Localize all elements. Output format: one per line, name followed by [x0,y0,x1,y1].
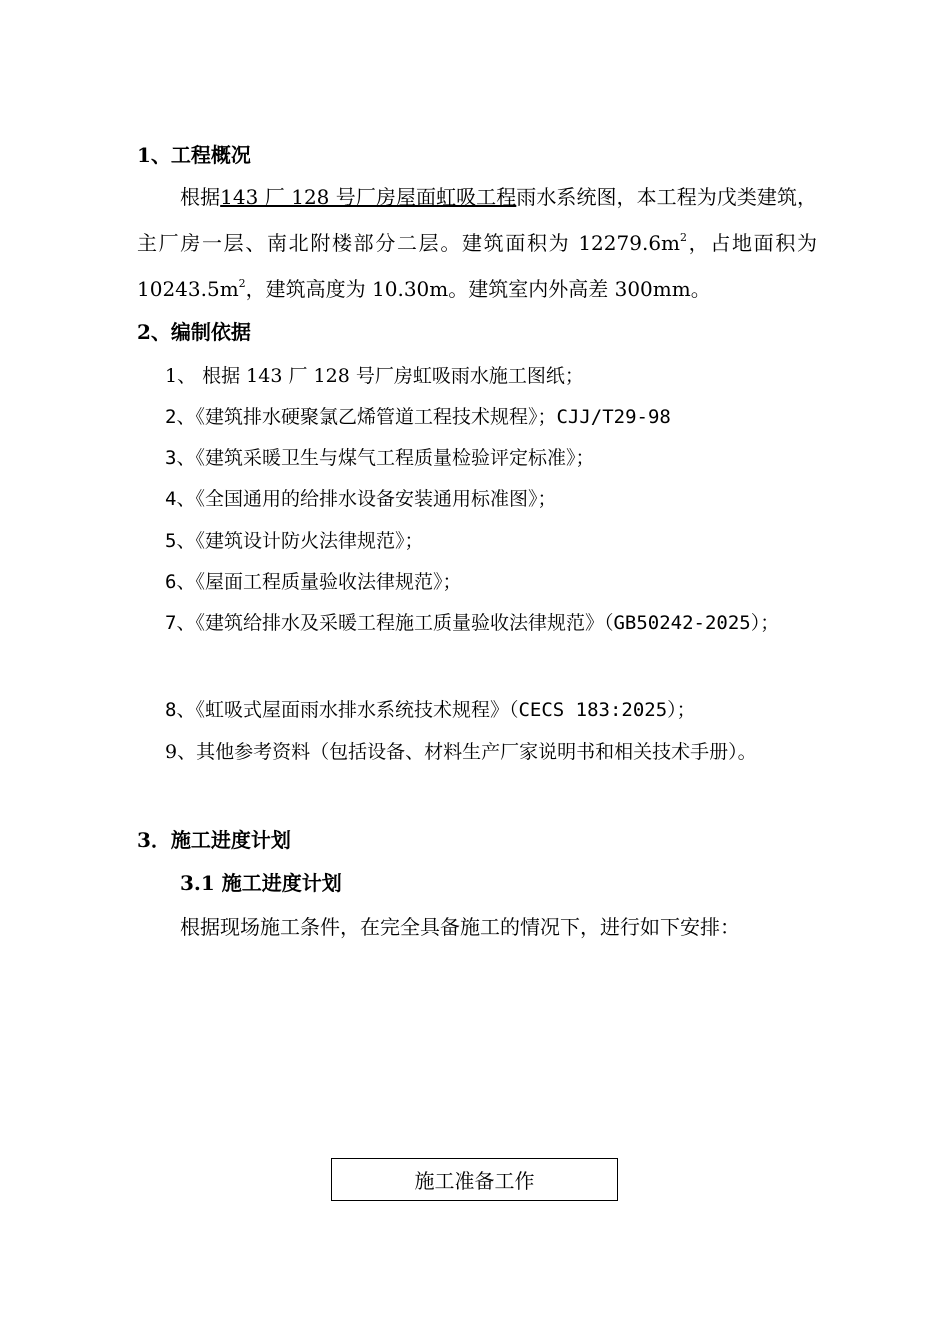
section-3-text: 根据现场施工条件，在完全具备施工的情况下，进行如下安排： [180,915,740,939]
section-1-paragraph [137,174,817,312]
project-name-underlined: 143 厂 128 号厂房屋面虹吸工程 [220,185,517,209]
basis-item-2: 2、《建筑排水硬聚氯乙烯管道工程技术规程》；CJJ/T29-98 [165,406,671,428]
basis-item-1: 1、 根据 143 厂 128 号厂房虹吸雨水施工图纸； [165,365,584,387]
flow-box-label: 施工准备工作 [414,1169,535,1193]
section-3-1-heading: 3.1 施工进度计划 [180,871,342,895]
superscript-1: 2 [680,231,688,244]
paragraph-end: ，建筑高度为 10.30m。建筑室内外高差 300mm。 [245,277,711,301]
superscript-2: 2 [238,277,246,290]
basis-item-8: 8、《虹吸式屋面雨水排水系统技术规程》（CECS 183:2025）； [165,699,696,721]
basis-item-4: 4、《全国通用的给排水设备安装通用标准图》； [165,488,557,510]
flow-box-construction-preparation [331,1158,618,1201]
basis-item-5: 5、《建筑设计防火法律规范》； [165,530,424,552]
paragraph-prefix: 根据 [180,185,221,209]
paragraph-mid: 雨水系统图，本工程为戊类建筑，主厂房一层、南北附楼部分二层。建筑面积为 12279.6m [137,185,818,255]
section-3-heading: 3．施工进度计划 [137,828,291,852]
section-1-heading: 1、工程概况 [137,143,251,167]
basis-item-7: 7、《建筑给排水及采暖工程施工质量验收法律规范》（GB50242-2025）； [165,612,780,634]
basis-item-3: 3、《建筑采暖卫生与煤气工程质量检验评定标准》； [165,447,595,469]
basis-item-9: 9、其他参考资料（包括设备、材料生产厂家说明书和相关技术手册）。 [165,741,757,763]
section-2-heading: 2、编制依据 [137,320,251,344]
basis-item-6: 6、《屋面工程质量验收法律规范》； [165,571,462,593]
paragraph-mid2: ，占地面积为 10243.5m [137,231,818,301]
